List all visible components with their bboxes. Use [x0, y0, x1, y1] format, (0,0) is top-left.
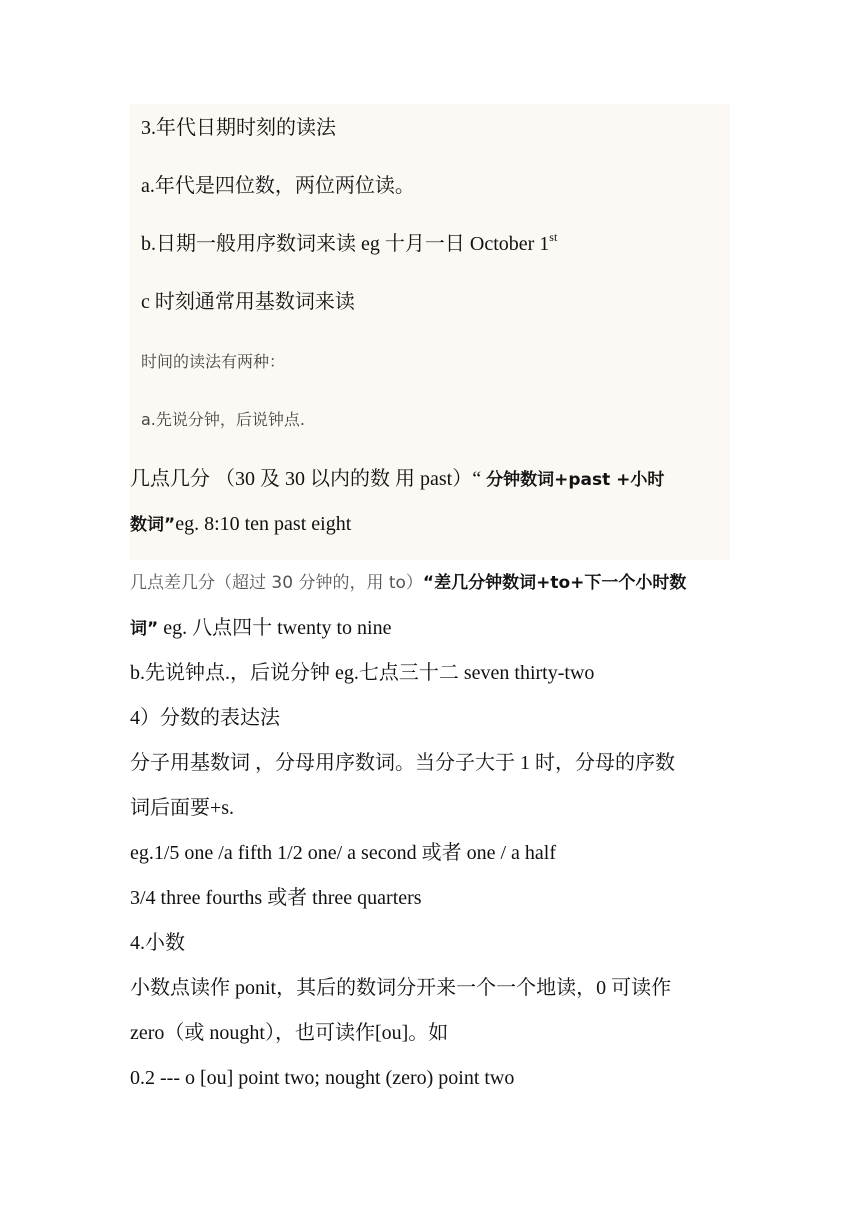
section-heading-dates: 3.年代日期时刻的读法 — [141, 117, 336, 139]
minutes-first-rule: a.先说分钟，后说钟点. — [141, 410, 305, 429]
to-rule-line — [130, 570, 686, 595]
hours-first-rule: b.先说钟点.，后说分钟 eg.七点三十二 seven thirty-two — [130, 662, 595, 684]
date-reading-text: b.日期一般用序数词来读 eg 十月一日 October 1 — [141, 233, 550, 255]
decimal-example: 0.2 --- o [ou] point two; nought (zero) point two — [130, 1067, 515, 1089]
fraction-example-2: 3/4 three fourths 或者 three quarters — [130, 887, 422, 909]
past-formula-end: 数词” — [130, 515, 176, 535]
date-reading-rule — [141, 232, 557, 256]
section-heading-decimals: 4.小数 — [130, 932, 185, 954]
to-rule-formula: “差几分钟数词+to+下一个小时数 — [422, 573, 687, 593]
to-formula-end: 词” — [130, 619, 159, 639]
year-reading-rule: a.年代是四位数，两位两位读。 — [141, 175, 415, 197]
time-reading-rule: c 时刻通常用基数词来读 — [141, 291, 355, 313]
fraction-rule-2: 词后面要+s. — [130, 797, 235, 819]
past-example-line — [130, 512, 351, 537]
decimal-rule-2: zero（或 nought），也可读作[ou]。如 — [130, 1022, 449, 1044]
to-example-line — [130, 616, 392, 641]
section-heading-fractions: 4）分数的表达法 — [130, 707, 280, 729]
past-rule-text: 几点几分 （30 及 30 以内的数 用 past）“ — [130, 468, 487, 490]
ordinal-superscript: st — [549, 230, 558, 244]
decimal-rule-1: 小数点读作 ponit，其后的数词分开来一个一个地读，0 可读作 — [130, 977, 672, 999]
past-rule-line — [130, 467, 664, 492]
past-example: eg. 8:10 ten past eight — [175, 513, 352, 535]
past-rule-formula: 分钟数词+past +小时 — [486, 470, 665, 490]
to-example: eg. 八点四十 twenty to nine — [158, 617, 392, 639]
time-reading-intro: 时间的读法有两种： — [141, 352, 286, 371]
fraction-example-1: eg.1/5 one /a fifth 1/2 one/ a second 或者 one / a half — [130, 842, 556, 864]
to-rule-text: 几点差几分（超过 30 分钟的，用 to） — [130, 573, 423, 593]
fraction-rule-1: 分子用基数词 ，分母用序数词。当分子大于 1 时，分母的序数 — [130, 752, 675, 774]
